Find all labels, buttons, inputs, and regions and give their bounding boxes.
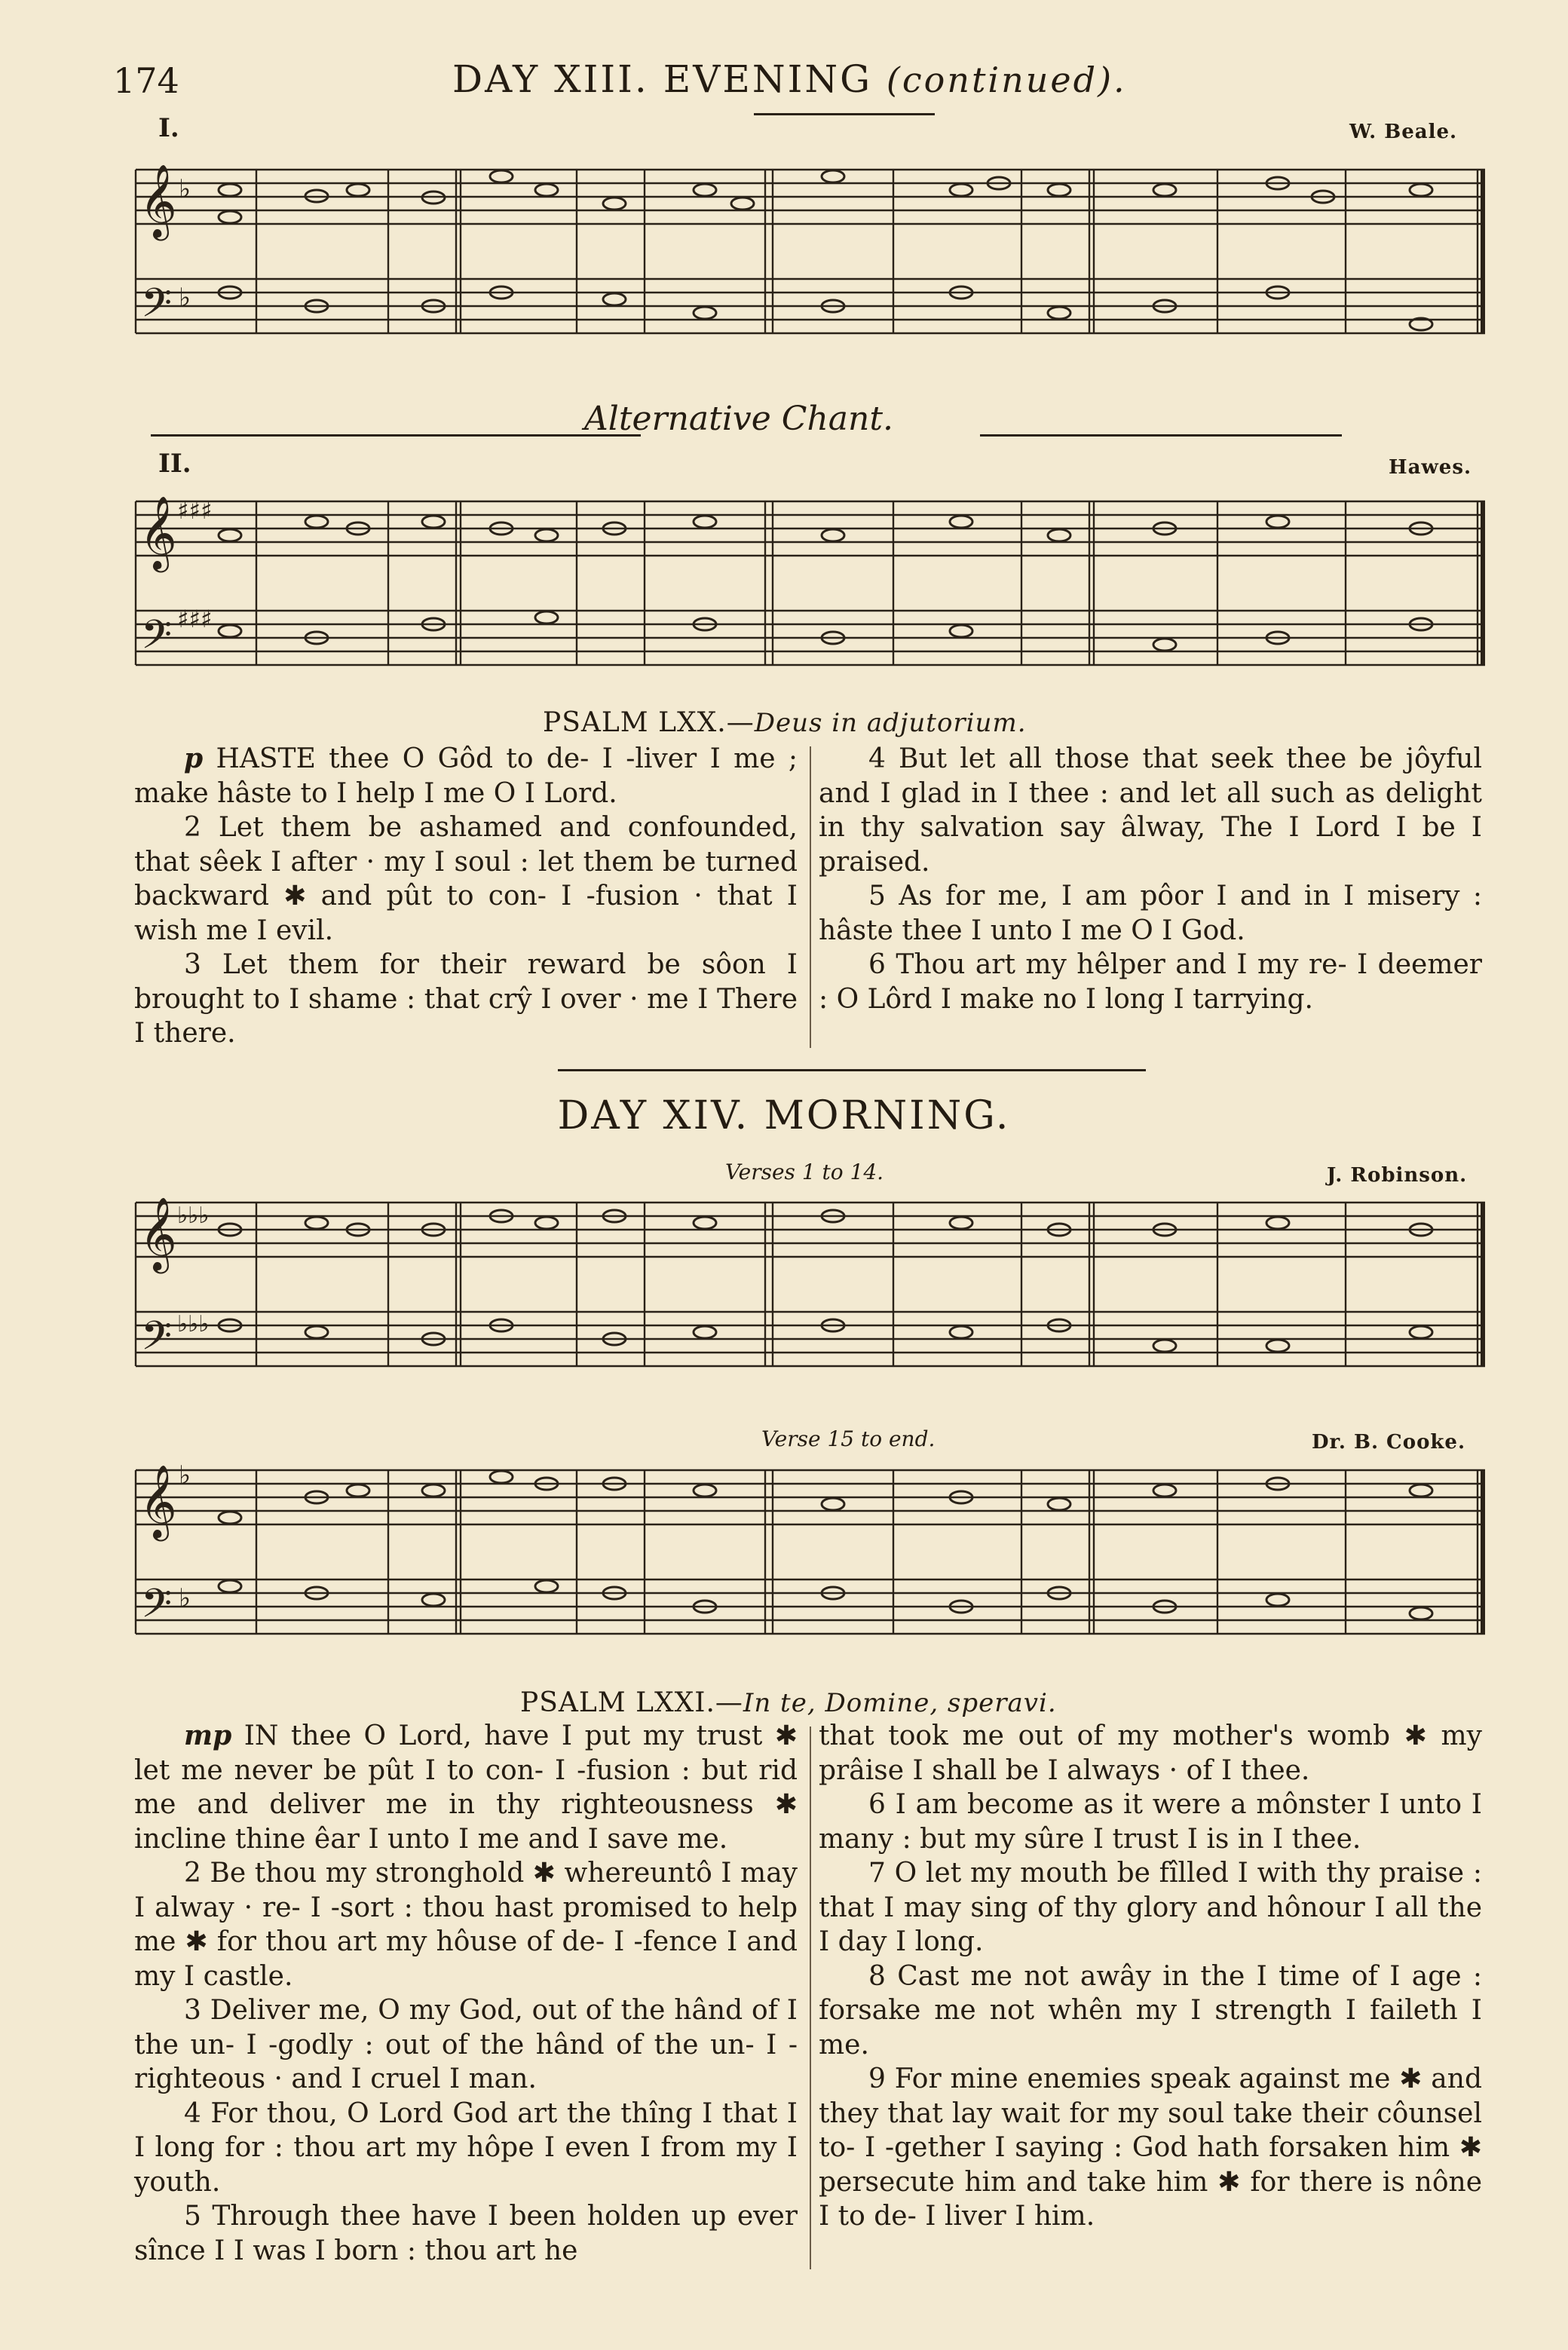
psalm-70-latin: Deus in adjutorium. <box>754 708 1027 738</box>
chant-1-label: I. <box>158 113 179 143</box>
svg-text:𝄞: 𝄞 <box>139 1464 177 1538</box>
svg-text:𝄢: 𝄢 <box>141 612 173 668</box>
chant-3-score <box>132 1184 1489 1395</box>
psalm-70-verse-5: 5 As for me, I am pôor I and in I misery : hâste thee I unto I me O I God. <box>819 881 1482 946</box>
psalm-71-verse-5-continued: that took me out of my mother's womb ✱ my prâise I shall be I always · of I thee. <box>819 1720 1482 1786</box>
svg-text:𝄞: 𝄞 <box>139 1196 177 1270</box>
column-divider <box>810 746 811 1048</box>
page-title <box>452 57 1127 101</box>
psalm-71-verse-7: 7 O let my mouth be fîlled I with thy praise : that I may sing of thy glory and hônour I all the I day I long. <box>819 1858 1482 1957</box>
svg-text:𝄢: 𝄢 <box>141 1313 173 1369</box>
svg-text:𝄢: 𝄢 <box>141 280 173 336</box>
psalm-71-verse-1-text: IN thee O Lord, have I put my trust ✱ let me never be pût I to con- I -fusion : but rid me and deliver me in thy righteousness ✱ incline thine êar I unto I me and I save me. <box>134 1720 798 1855</box>
psalm-70-verse-1-text: HASTE thee O Gôd to de- I -liver I me ; make hâste to I help I me O I Lord. <box>134 743 798 809</box>
psalm-71-title <box>520 1687 1057 1718</box>
psalm-70-verse-3: 3 Let them for their reward be sôon I brought to I shame : that crŷ I over · me I There I there. <box>134 949 798 1049</box>
psalm-71-right-column <box>819 1719 1482 2234</box>
psalm-71-verse-1 <box>134 1719 798 1856</box>
chant-2-label: II. <box>158 449 191 479</box>
svg-text:♭♭♭: ♭♭♭ <box>177 1311 210 1337</box>
chant-4-composer: Dr. B. Cooke. <box>1312 1431 1466 1454</box>
psalm-71-latin: In te, Domine, speravi. <box>743 1688 1057 1718</box>
psalm-71-verse-3: 3 Deliver me, O my God, out of the hând of I the un- I -godly : out of the hând of the un- I -righteous · and I cruel I man. <box>134 1995 798 2094</box>
chant-3-subtitle: Verses 1 to 14. <box>725 1160 884 1184</box>
svg-text:𝄞: 𝄞 <box>139 164 177 237</box>
running-header <box>113 53 1485 106</box>
chant-1-score <box>132 151 1489 362</box>
chant-4-score <box>132 1451 1489 1662</box>
day-heading: DAY XIV. MORNING. <box>557 1093 1011 1138</box>
svg-text:♯♯♯: ♯♯♯ <box>177 605 213 633</box>
psalm-71-left-column <box>134 1719 798 2268</box>
psalm-71-verse-8: 8 Cast me not awây in the I time of I age : forsake me not whên my I strength I faileth I me. <box>819 1960 1482 2060</box>
dynamic-marking: mp <box>184 1720 232 1751</box>
svg-text:♭: ♭ <box>179 1583 191 1613</box>
column-divider <box>810 1726 811 2269</box>
svg-text:𝄞: 𝄞 <box>139 495 177 569</box>
svg-text:♭♭♭: ♭♭♭ <box>177 1203 210 1229</box>
dynamic-marking: p <box>184 743 204 774</box>
psalm-70-verse-1 <box>134 742 798 810</box>
psalm-70-title <box>543 707 1027 738</box>
alternative-rule-right <box>980 434 1342 437</box>
chant-1-composer: W. Beale. <box>1349 121 1458 143</box>
psalm-71-verse-6: 6 I am become as it were a mônster I unto I many : but my sûre I trust I is in I thee. <box>819 1789 1482 1855</box>
psalm-70-verse-2: 2 Let them be ashamed and confounded, that sêek I after · my I soul : let them be turned backward ✱ and pût to con- I -fusion · that I wish me I evil. <box>134 812 798 946</box>
page-title-suffix: (continued). <box>886 60 1127 100</box>
section-rule <box>558 1069 1146 1071</box>
chant-2-score <box>132 483 1489 694</box>
chant-2-composer: Hawes. <box>1389 456 1472 479</box>
psalm-70-verse-6: 6 Thou art my hêlper and I my re- I deemer : O Lôrd I make no I long I tarrying. <box>819 949 1482 1015</box>
psalm-70-left-column <box>134 742 798 1051</box>
svg-text:♯♯♯: ♯♯♯ <box>177 496 213 525</box>
svg-text:𝄢: 𝄢 <box>141 1581 173 1637</box>
psalm-71-verse-4: 4 For thou, O Lord God art the thîng I that I I long for : thou art my hôpe I even I from my I youth. <box>134 2097 798 2198</box>
psalm-70-right-column <box>819 742 1482 1016</box>
svg-text:♭: ♭ <box>179 174 191 204</box>
psalm-71-verse-9: 9 For mine enemies speak against me ✱ and they that lay wait for my soul take their côunsel to- I -gether I saying : God hath forsaken him ✱ persecute him and take him ✱ for there is nône I to de- I liver I him. <box>819 2064 1482 2232</box>
page-title-main: DAY XIII. EVENING <box>452 57 873 101</box>
header-rule <box>754 113 935 115</box>
alternative-heading: Alternative Chant. <box>583 400 894 438</box>
psalm-71-number: PSALM LXXI.— <box>520 1687 743 1718</box>
page-number: 174 <box>113 60 179 101</box>
psalm-70-verse-4: 4 But let all those that seek thee be jôyful and I glad in I thee : and let all such as delight in thy salvation say âlway, The I Lord I be I praised. <box>819 743 1482 878</box>
svg-text:♭: ♭ <box>179 1460 191 1491</box>
psalm-71-verse-5: 5 Through thee have I been holden up ever sînce I I was I born : thou art he <box>134 2201 798 2266</box>
psalm-71-verse-2: 2 Be thou my stronghold ✱ whereuntô I may I alway · re- I -sort : thou hast promised to help me ✱ for thou art my hôuse of de- I -fence I and my I castle. <box>134 1858 798 1992</box>
psalm-70-number: PSALM LXX.— <box>543 707 755 738</box>
chant-4-subtitle: Verse 15 to end. <box>761 1426 936 1451</box>
chant-3-composer: J. Robinson. <box>1327 1164 1468 1187</box>
svg-text:♭: ♭ <box>179 283 191 313</box>
